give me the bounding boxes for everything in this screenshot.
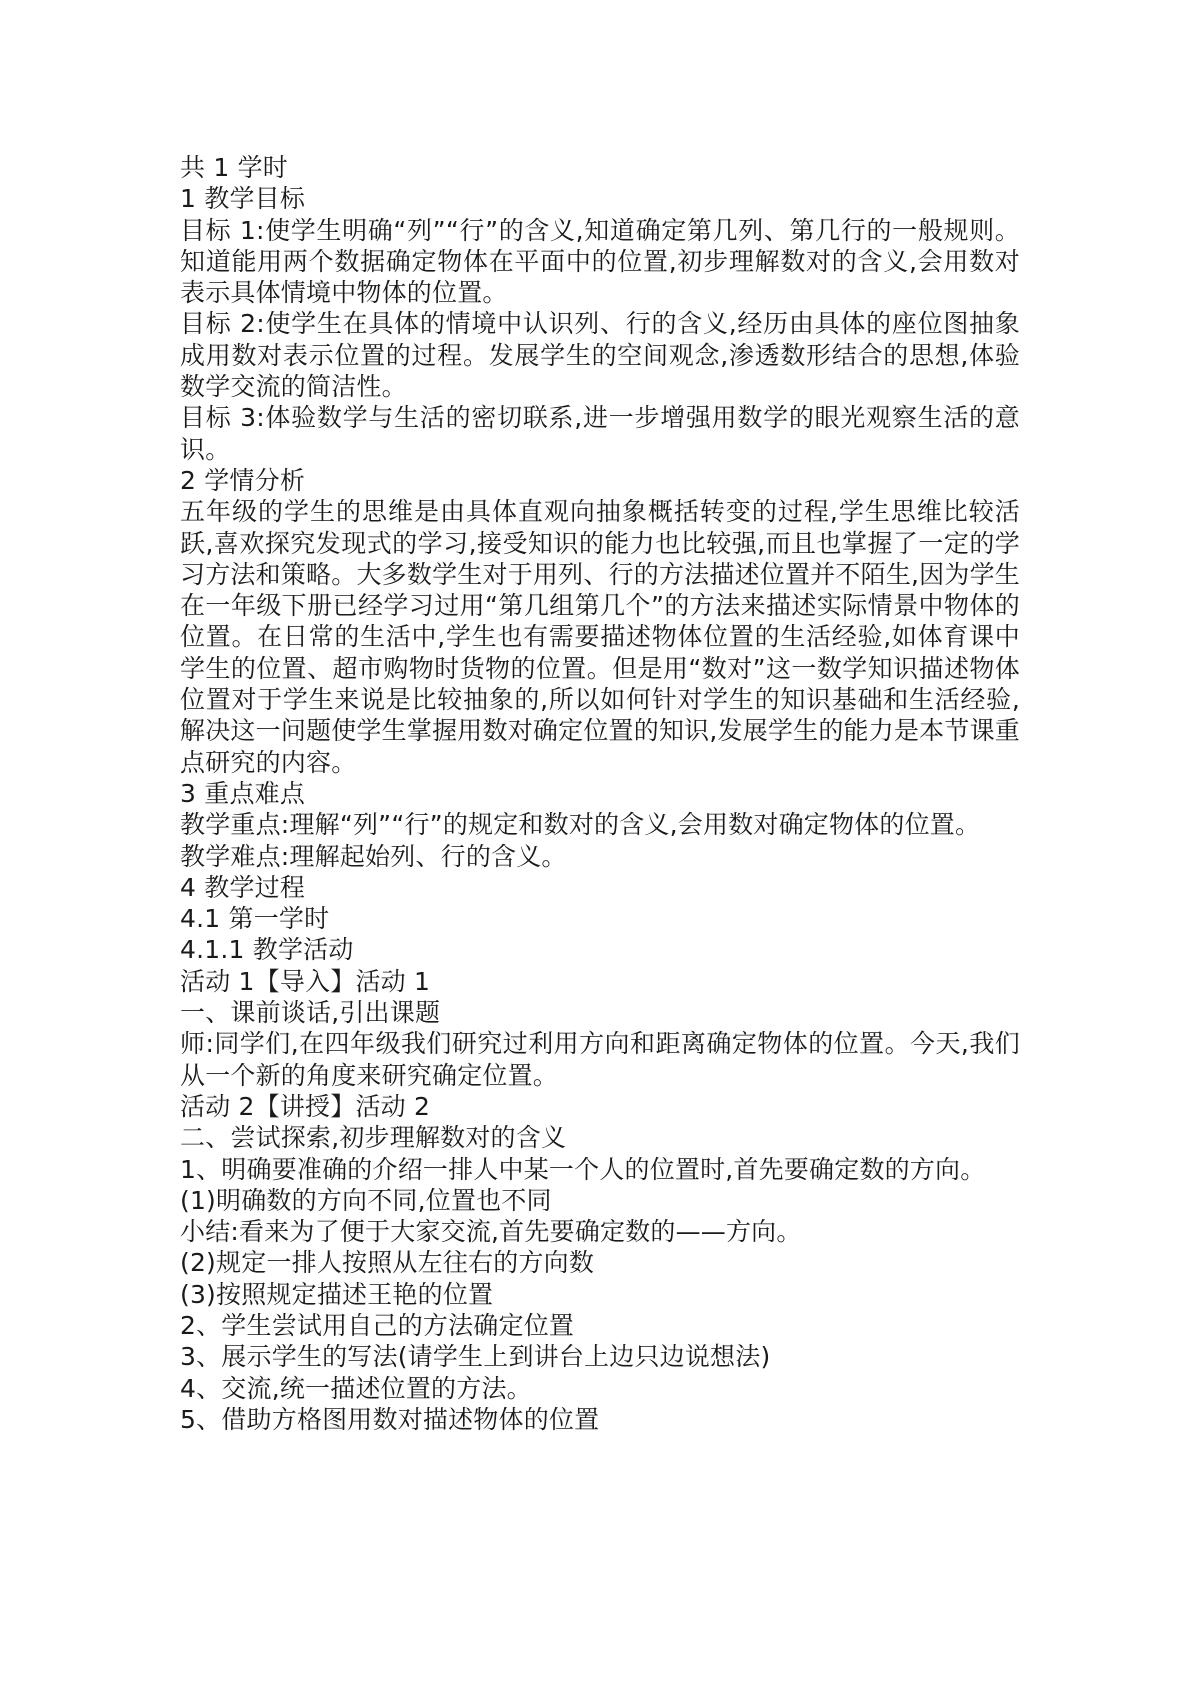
step-1-sub-2: (2)规定一排人按照从左往右的方向数	[180, 1248, 595, 1278]
heading-teaching-activities: 4.1.1 教学活动	[180, 935, 354, 965]
activity-2-subtitle: 二、尝试探索,初步理解数对的含义	[180, 1123, 567, 1153]
goal-2: 目标 2:使学生在具体的情境中认识列、行的含义,经历由具体的座位图抽象成用数对表示位置的过程。发展学生的空间观念,渗透数形结合的思想,体验数学交流的简洁性。	[180, 309, 1020, 402]
step-1: 1、明确要准确的介绍一排人中某一个人的位置时,首先要确定数的方向。	[180, 1154, 986, 1184]
heading-teaching-process: 4 教学过程	[180, 872, 306, 902]
summary-line: 小结:看来为了便于大家交流,首先要确定数的——方向。	[180, 1217, 802, 1247]
teaching-difficulty: 教学难点:理解起始列、行的含义。	[180, 841, 567, 871]
document-page	[180, 152, 1020, 1435]
goal-1: 目标 1:使学生明确“列”“行”的含义,知道确定第几列、第几行的一般规则。知道能用两个数据确定物体在平面中的位置,初步理解数对的含义,会用数对表示具体情境中物体的位置。	[180, 215, 1020, 308]
student-analysis-text: 五年级的学生的思维是由具体直观向抽象概括转变的过程,学生思维比较活跃,喜欢探究发现式的学习,接受知识的能力也比较强,而且也掌握了一定的学习方法和策略。大多数学生对于用列、行的方法描述位置并不陌生,因为学生在一年级下册已经学习过用“第几组第几个”的方法来描述实际情景中物体的位置。在日常的生活中,学生也有需要描述物体位置的生活经验,如体育课中学生的位置、超市购物时货物的位置。但是用“数对”这一数学知识描述物体位置对于学生来说是比较抽象的,所以如何针对学生的知识基础和生活经验,解决这一问题使学生掌握用数对确定位置的知识,发展学生的能力是本节课重点研究的内容。	[180, 497, 1020, 777]
step-1-sub-1: (1)明确数的方向不同,位置也不同	[180, 1185, 552, 1215]
heading-first-period: 4.1 第一学时	[180, 904, 330, 934]
step-3: 3、展示学生的写法(请学生上到讲台上边只边说想法)	[180, 1342, 771, 1372]
goal-3: 目标 3:体验数学与生活的密切联系,进一步增强用数学的眼光观察生活的意识。	[180, 403, 1020, 464]
step-4: 4、交流,统一描述位置的方法。	[180, 1373, 532, 1403]
heading-student-analysis: 2 学情分析	[180, 465, 306, 495]
step-2: 2、学生尝试用自己的方法确定位置	[180, 1310, 575, 1340]
step-1-sub-3: (3)按照规定描述王艳的位置	[180, 1279, 494, 1309]
activity-1-title: 活动 1【导入】活动 1	[180, 966, 431, 996]
teaching-focus: 教学重点:理解“列”“行”的规定和数对的含义,会用数对确定物体的位置。	[180, 810, 981, 840]
activity-2-title: 活动 2【讲授】活动 2	[180, 1091, 431, 1121]
heading-teaching-goals: 1 教学目标	[180, 184, 306, 214]
class-hours: 共 1 学时	[180, 153, 288, 182]
activity-1-subtitle: 一、课前谈话,引出课题	[180, 998, 441, 1028]
step-5: 5、借助方格图用数对描述物体的位置	[180, 1404, 600, 1434]
teacher-intro: 师:同学们,在四年级我们研究过利用方向和距离确定物体的位置。今天,我们从一个新的角度来研究确定位置。	[180, 1029, 1020, 1090]
heading-key-points: 3 重点难点	[180, 778, 306, 808]
